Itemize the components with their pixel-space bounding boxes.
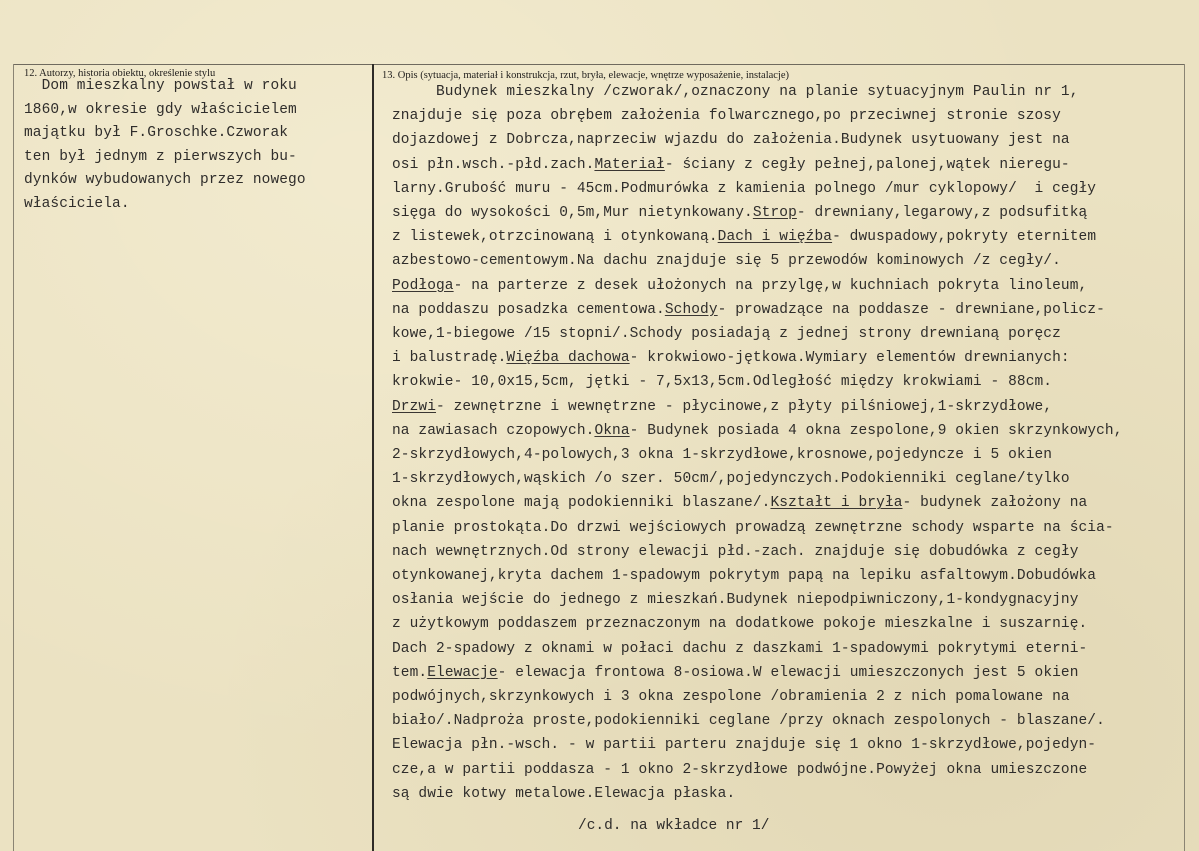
section-13-line: [392, 157, 1070, 173]
underlined-heading: Strop: [752, 205, 797, 221]
section-13-line: [392, 326, 1061, 342]
line-text: znajduje się poza obrębem założenia folwarcznego,po przeciwnej stronie szosy: [392, 108, 1061, 125]
section-13-line: [392, 253, 1061, 269]
section-13-line: [392, 350, 1070, 366]
line-text: na zawiasach czopowych.: [392, 422, 595, 439]
section-13-line: [392, 205, 1087, 221]
line-text: tem.: [392, 664, 428, 681]
section-13-line: [392, 447, 1052, 463]
section-13-line: [392, 520, 1114, 536]
underlined-heading: Podłoga: [392, 277, 454, 294]
section-13-line: [392, 786, 735, 802]
line-text: i balustradę.: [392, 350, 507, 367]
section-13-line: [392, 568, 1096, 584]
right-frame-rule: [1184, 64, 1185, 851]
line-text: sięga do wysokości 0,5m,Mur nietynkowany.: [392, 205, 753, 221]
continuation-note: /c.d. na wkładce nr 1/: [578, 818, 770, 834]
line-text: 1-skrzydłowych,wąskich /o szer. 50cm/,pojedynczych.Podokienniki ceglane/tylko: [392, 471, 1070, 488]
section-13-line: [392, 762, 1087, 778]
section-13-line: [392, 229, 1096, 245]
section-13-line: [392, 689, 1070, 705]
header-rule: [14, 64, 1185, 65]
line-text: kowe,1-biegowe /15 stopni/.Schody posiadają z jednej strony drewnianą poręcz: [392, 326, 1061, 342]
section-13-line: [392, 278, 1087, 294]
line-text: otynkowanej,kryta dachem 1-spadowym pokrytym papą na lepiku asfaltowym.Dobudówka: [392, 568, 1097, 584]
section-13-line: [392, 374, 1052, 390]
line-text: osłania wejście do jednego z mieszkań.Budynek niepodpiwniczony,1-kondygnacyjny: [392, 592, 1079, 609]
section-13-line: [392, 495, 1087, 511]
line-text: na poddaszu posadzka cementowa.: [392, 301, 665, 318]
line-text: biało/.Nadproża proste,podokienniki ceglane /przy oknach zespolonych - blaszane/.: [392, 713, 1105, 730]
line-text: nach wewnętrznych.Od strony elewacji płd.-zach. znajduje się dobudówka z cegły: [392, 543, 1079, 560]
line-text: - budynek założony na: [902, 495, 1088, 512]
underlined-heading: Drzwi: [392, 398, 437, 415]
line-text: azbestowo-cementowym.Na dachu znajduje się 5 przewodów kominowych /z cegły/.: [392, 253, 1061, 270]
underlined-heading: Dach i więźba: [717, 229, 833, 246]
line-text: - elewacja frontowa 8-osiowa.W elewacji umieszczonych jest 5 okien: [497, 664, 1079, 681]
section-12-line: ten był jednym z pierwszych bu-: [24, 148, 297, 165]
line-text: - zewnętrzne i wewnętrzne - płycinowe,z płyty pilśniowej,1-skrzydłowe,: [436, 398, 1053, 415]
line-text: - krokwiowo-jętkowa.Wymiary elementów drewnianych:: [629, 350, 1070, 367]
section-13-line: [392, 108, 1061, 124]
line-text: cze,a w partii poddasza - 1 okno 2-skrzydłowe podwójne.Powyżej okna umieszczone: [392, 761, 1088, 778]
line-text: z użytkowym poddaszem przeznaczonym na dodatkowe pokoje mieszkalne i suszarnię.: [392, 616, 1088, 633]
line-text: - dwuspadowy,pokryty eternitem: [832, 229, 1097, 246]
line-text: planie prostokąta.Do drzwi wejściowych prowadzą zewnętrzne schody wsparte na ścia-: [392, 519, 1114, 536]
line-text: dojazdowej z Dobrcza,naprzeciw wjazdu do założenia.Budynek usytuowany jest na: [392, 132, 1070, 149]
underlined-heading: Elewacje: [427, 664, 498, 681]
section-13-line: [392, 616, 1087, 632]
section-12-line: Dom mieszkalny powstał w roku: [24, 78, 297, 94]
section-13-line: [392, 592, 1079, 608]
section-13-line: [392, 641, 1087, 657]
section-12-line: właściciela.: [24, 195, 130, 212]
section-13-line: [392, 84, 1079, 100]
line-text: - Budynek posiada 4 okna zespolone,9 okien skrzynkowych,: [629, 422, 1123, 439]
section-13-line: [392, 181, 1096, 197]
line-text: larny.Grubość muru - 45cm.Podmurówka z kamienia polnego /mur cyklopowy/ i cegły: [392, 180, 1097, 197]
underlined-heading: Materiał: [594, 156, 665, 173]
line-text: osi płn.wsch.-płd.zach.: [392, 156, 595, 173]
line-text: Elewacja płn.-wsch. - w partii parteru znajduje się 1 okno 1-skrzydłowe,pojedyn-: [392, 737, 1097, 754]
line-text: - prowadzące na poddasze - drewniane,policz-: [717, 301, 1105, 318]
section-12-line: 1860,w okresie gdy właścicielem: [24, 101, 297, 118]
section-13-line: [392, 737, 1096, 753]
section-12-line: majątku był F.Groschke.Czworak: [24, 125, 289, 141]
section-13-line: [392, 423, 1123, 439]
section-13-label: 13. Opis (sytuacja, materiał i konstrukcja, rzut, bryła, elewacje, wnętrze wyposażenie, instalacje): [382, 70, 790, 81]
line-text: - ściany z cegły pełnej,palonej,wątek nieregu-: [664, 156, 1070, 173]
section-12-label: 12. Autorzy, historia obiektu, określenie stylu: [24, 68, 216, 79]
underlined-heading: Schody: [664, 301, 718, 318]
section-13-line: [392, 302, 1105, 318]
section-13-line: [392, 665, 1079, 681]
line-text: 2-skrzydłowych,4-polowych,3 okna 1-skrzydłowe,krosnowe,pojedyncze i 5 okien: [392, 447, 1053, 463]
line-text: okna zespolone mają podokienniki blaszane/.: [392, 495, 771, 512]
underlined-heading: Kształt i bryła: [770, 495, 903, 512]
section-13-line: [392, 471, 1070, 487]
left-frame-rule: [13, 64, 14, 851]
section-13-line: [392, 544, 1079, 560]
line-text: - drewniany,legarowy,z podsufitką: [796, 205, 1088, 221]
section-13-line: [392, 132, 1070, 148]
section-13-line: [392, 399, 1052, 415]
column-divider: [372, 64, 374, 851]
line-text: z listewek,otrzcinowaną i otynkowaną.: [392, 229, 718, 246]
line-text: krokwie- 10,0x15,5cm, jętki - 7,5x13,5cm.Odległość między krokwiami - 88cm.: [392, 374, 1053, 391]
line-text: - na parterze z desek ułożonych na przylgę,w kuchniach pokryta linoleum,: [453, 277, 1088, 294]
section-12-line: dynków wybudowanych przez nowego: [24, 172, 306, 188]
line-text: podwójnych,skrzynkowych i 3 okna zespolone /obramienia 2 z nich pomalowane na: [392, 689, 1070, 705]
line-text: są dwie kotwy metalowe.Elewacja płaska.: [392, 785, 736, 802]
line-text: Budynek mieszkalny /czworak/,oznaczony na planie sytuacyjnym Paulin nr 1,: [392, 84, 1079, 100]
line-text: Dach 2-spadowy z oknami w połaci dachu z daszkami 1-spadowymi pokrytymi eterni-: [392, 640, 1088, 657]
underlined-heading: Okna: [594, 422, 630, 439]
section-13-line: [392, 713, 1105, 729]
underlined-heading: Więźba dachowa: [506, 350, 630, 367]
